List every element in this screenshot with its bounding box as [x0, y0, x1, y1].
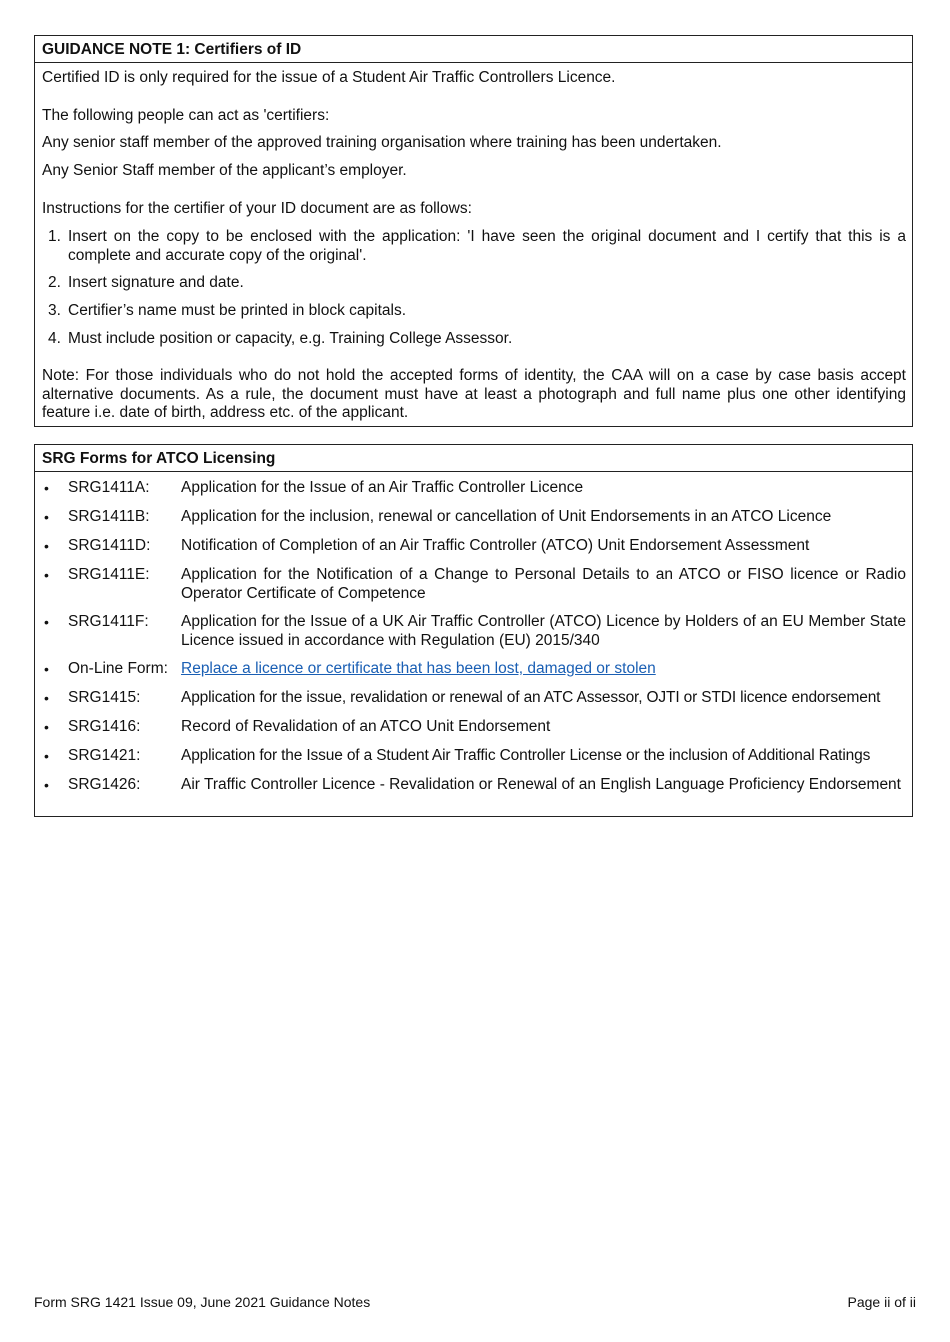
- step-text: Must include position or capacity, e.g. Training College Assessor.: [68, 330, 513, 347]
- guidance-intro: Certified ID is only required for the issue of a Student Air Traffic Controllers Licence.: [42, 69, 616, 86]
- bullet-icon: •: [44, 777, 49, 793]
- form-description: Application for the Issue of a UK Air Traffic Controller (ATCO) Licence by Holders of an EU Member State Licence issued in accordance with Regulation (EU) 2015/340: [181, 613, 906, 649]
- replace-licence-link[interactable]: Replace a licence or certificate that has been lost, damaged or stolen: [181, 660, 656, 677]
- bullet-icon: •: [44, 614, 49, 630]
- form-description: Air Traffic Controller Licence - Revalidation or Renewal of an English Language Proficiency Endorsement: [181, 776, 901, 793]
- form-code: SRG1416:: [68, 718, 141, 735]
- bullet-icon: •: [44, 567, 49, 583]
- form-code: SRG1421:: [68, 747, 141, 764]
- srg-forms-title: SRG Forms for ATCO Licensing: [35, 445, 912, 472]
- form-code: SRG1426:: [68, 776, 141, 793]
- bullet-icon: •: [44, 538, 49, 554]
- form-description: Notification of Completion of an Air Traffic Controller (ATCO) Unit Endorsement Assessment: [181, 537, 810, 554]
- form-description: Application for the Issue of a Student Air Traffic Controller License or the inclusion of Additional Ratings: [181, 747, 871, 764]
- certifier-item: Any Senior Staff member of the applicant’s employer.: [42, 162, 407, 179]
- instructions-heading: Instructions for the certifier of your ID document are as follows:: [42, 200, 472, 217]
- step-number: 2.: [48, 274, 61, 291]
- form-code: On-Line Form:: [68, 660, 168, 677]
- step-text: Certifier’s name must be printed in block capitals.: [68, 302, 406, 319]
- form-description: Record of Revalidation of an ATCO Unit Endorsement: [181, 718, 551, 735]
- step-number: 1.: [48, 228, 61, 245]
- step-text: Insert signature and date.: [68, 274, 244, 291]
- certifier-item: Any senior staff member of the approved training organisation where training has been undertaken.: [42, 134, 722, 151]
- form-description: Application for the Notification of a Change to Personal Details to an ATCO or FISO licence or Radio Operator Certificate of Competence: [181, 566, 906, 602]
- bullet-icon: •: [44, 748, 49, 764]
- form-code: SRG1411E:: [68, 566, 150, 583]
- form-description: Application for the inclusion, renewal or cancellation of Unit Endorsements in an ATCO Licence: [181, 508, 832, 525]
- certifiers-heading: The following people can act as 'certifiers:: [42, 107, 330, 124]
- form-code: SRG1411F:: [68, 613, 149, 630]
- srg-forms-box: [34, 444, 913, 817]
- guidance-note-box: [34, 35, 913, 427]
- step-number: 4.: [48, 330, 61, 347]
- bullet-icon: •: [44, 661, 49, 677]
- form-code: SRG1411A:: [68, 479, 150, 496]
- form-description: Application for the issue, revalidation or renewal of an ATC Assessor, OJTI or STDI licence endorsement: [181, 689, 881, 706]
- step-text: Insert on the copy to be enclosed with the application: 'I have seen the original document and I certify that this is a complete and accurate copy of the original'.: [68, 228, 906, 264]
- bullet-icon: •: [44, 480, 49, 496]
- footer-page-number: Page ii of ii: [847, 1294, 916, 1310]
- guidance-note-text: Note: For those individuals who do not hold the accepted forms of identity, the CAA will on a case by case basis accept alternative documents. As a rule, the document must have at least a photograph and full name plus one other identifying feature i.e. date of birth, address etc. of the applicant.: [42, 367, 906, 421]
- bullet-icon: •: [44, 719, 49, 735]
- form-code: SRG1411D:: [68, 537, 151, 554]
- footer-form-reference: Form SRG 1421 Issue 09, June 2021 Guidance Notes: [34, 1294, 371, 1310]
- form-code: SRG1415:: [68, 689, 141, 706]
- form-description: Application for the Issue of an Air Traffic Controller Licence: [181, 479, 584, 496]
- bullet-icon: •: [44, 690, 49, 706]
- guidance-note-title: GUIDANCE NOTE 1: Certifiers of ID: [35, 36, 912, 63]
- bullet-icon: •: [44, 509, 49, 525]
- form-code: SRG1411B:: [68, 508, 150, 525]
- step-number: 3.: [48, 302, 61, 319]
